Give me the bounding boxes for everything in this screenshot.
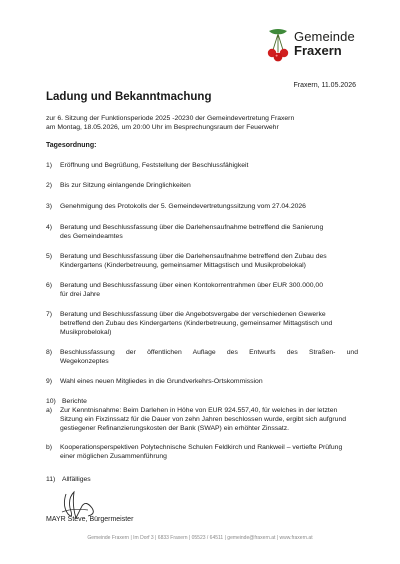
agenda-item-number: 11) [46,476,56,483]
agenda-item-text: des Gemeindeamtes [60,233,123,240]
agenda-item-text: Genehmigung des Protokolls der 5. Gemeindevertretungssitzung vom 27.04.2026 [60,203,306,210]
agenda-item-number: 5) [46,253,53,260]
agenda-subitem-text: sich aufgrund gestiegener Refinanzierungskosten der Bank (SWAP) ein erhöhter Zinssatz. [60,416,347,432]
intro-line: zur 6. Sitzung der Funktionsperiode 2025 -20230 der Gemeindevertretung Fraxern [46,115,295,122]
agenda-item-text: Musikprobelokal) [60,329,112,336]
municipality-logo [266,28,366,64]
agenda-subitem-text: Prüfung einer möglichen Zusammenführung [60,444,343,460]
agenda-item-text: Allfälliges [62,476,91,483]
agenda-item-text: Beratung und Beschlussfassung über die Darlehensaufnahme betreffend den Zubau des [60,253,327,260]
agenda-item-text: für drei Jahre [60,291,101,298]
agenda-subitem-text: letzten Sitzung ein Fixzinssatz für die Dauer von zehn Jahren beschlossen wurde, ergibt [60,407,338,423]
agenda-item-text: Beratung und Beschlussfassung über die Darlehensaufnahme betreffend die Sanierung [60,224,324,231]
agenda-item-number: 3) [46,203,53,210]
cherry-logo-icon [266,28,290,64]
agenda-item-text: Beschlussfassung der öffentlichen Auflage des Entwurfs des Straßen- und [60,349,358,356]
agenda-item-text: Eröffnung und Begrüßung, Feststellung der Beschlussfähigkeit [60,162,249,169]
agenda-item-text: betreffend den Zubau des Kindergartens (Kinderbetreuung, gemeinsamer Mittagstisch und [60,320,333,327]
agenda-item-number: 10) [46,398,56,405]
agenda-item-number: 6) [46,282,53,289]
agenda-item-number: 1) [46,162,53,169]
agenda-item-text: Beratung und Beschlussfassung über die Angebotsvergabe der verschiedenen Gewerke [60,311,326,318]
signer-name: MAYR Steve, Bürgermeister [46,516,134,523]
logo-line-2: Fraxern [294,43,342,58]
logo-text [294,30,355,58]
agenda-item-text: Beratung und Beschlussfassung über einen Kontokorrentrahmen über EUR 300.000,00 [60,282,323,289]
agenda-item-number: 7) [46,311,53,318]
intro-paragraph [46,114,358,132]
agenda-item-number: 8) [46,349,53,356]
agenda-item-text: Wegekonzeptes [60,358,109,365]
logo-line-1: Gemeinde [294,29,355,44]
agenda-subitem-letter: a) [46,407,53,414]
agenda-item-number: 4) [46,224,53,231]
agenda-item-text: Kindergartens (Kinderbetreuung, gemeinsamer Mittagstisch und Musikprobelokal) [60,262,306,269]
agenda-subitem-text: Zur Kenntnisnahme: Beim Darlehen in Höhe von EUR 924.557,40, für welches in der [60,407,316,414]
intro-line: am Montag, 18.05.2026, um 20:00 Uhr im Besprechungsraum der Feuerwehr [46,124,279,131]
agenda-subitem-text: Kooperationsperspektiven Polytechnische Schulen Feldkirch und Rankweil – vertiefte [60,444,317,451]
agenda-item-text: Berichte [62,398,87,405]
agenda-item-number: 9) [46,378,53,385]
page-title: Ladung und Bekanntmachung [46,91,212,103]
agenda-heading: Tagesordnung: [46,142,97,149]
agenda-item-text: Wahl eines neuen Mitgliedes in die Grundverkehrs-Ortskommission [60,378,263,385]
footer-contact: Gemeinde Fraxern | Im Dorf 3 | 6833 Fraxern | 05523 / 64511 | gemeinde@fraxern.at | www.fraxern.at [87,535,313,541]
agenda-item-number: 2) [46,182,53,189]
agenda-subitem-letter: b) [46,444,53,451]
agenda-item-text: Bis zur Sitzung einlangende Dringlichkeiten [60,182,191,189]
document-date: Fraxern, 11.05.2026 [293,82,356,89]
